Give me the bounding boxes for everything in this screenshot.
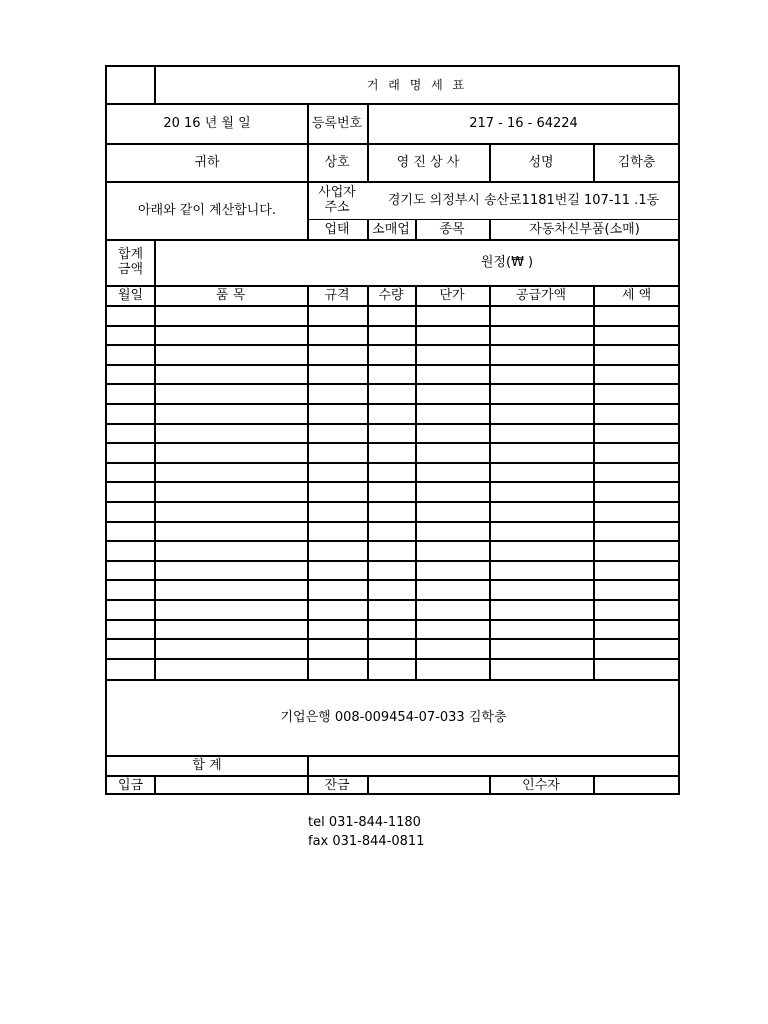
registration-number: 217 - 16 - 64224 (469, 115, 578, 131)
column-header-supply-amount: 공급가액 (515, 287, 567, 303)
column-header-item: 품 목 (215, 287, 246, 303)
receiver-value-cell (593, 775, 680, 795)
balance-value-cell (367, 775, 489, 795)
deposit-label: 입금 (117, 777, 144, 793)
balance-label: 잔금 (324, 777, 350, 793)
business-type-label: 업태 (324, 221, 350, 237)
table-row (107, 462, 680, 481)
column-header-quantity: 수량 (378, 287, 404, 303)
address-value: 경기도 의정부시 송산로1181번길 107-11 .1동 (387, 192, 660, 208)
table-row (107, 599, 680, 618)
column-header-spec: 규격 (324, 287, 350, 303)
table-row (107, 305, 680, 324)
receiver-label: 인수자 (522, 777, 560, 793)
contact-info (308, 813, 424, 851)
table-row (107, 423, 680, 442)
total-amount-label-line1: 합계 (117, 247, 144, 262)
address-label (307, 181, 367, 219)
recipient-suffix: 귀하 (194, 154, 220, 170)
column-header-date: 월일 (117, 287, 144, 303)
document-title: 거 래 명 세 표 (366, 77, 468, 92)
owner-name: 김학충 (617, 154, 656, 170)
table-row (107, 560, 680, 579)
column-header-unit-price: 단가 (439, 287, 465, 303)
sum-label: 합 계 (192, 757, 222, 773)
table-row (107, 481, 680, 500)
business-type-value: 소매업 (372, 221, 410, 237)
date-field: 20 16 년 월 일 (163, 115, 251, 131)
table-row (107, 344, 680, 363)
table-row (107, 442, 680, 461)
table-row (107, 364, 680, 383)
registration-number-label: 등록번호 (311, 115, 363, 131)
company-name-label: 상호 (324, 154, 350, 170)
bank-account-info: 기업은행 008-009454-07-033 김학충 (280, 709, 507, 725)
fax-number: fax 031-844-0811 (308, 834, 425, 849)
deposit-value-cell (154, 775, 307, 795)
address-label-line2: 주소 (324, 200, 350, 215)
total-amount-label-line2: 금액 (117, 262, 144, 277)
statement-text: 아래와 같이 계산합니다. (138, 202, 276, 218)
transaction-statement-form (105, 65, 680, 795)
table-row (107, 501, 680, 520)
table-row (107, 325, 680, 344)
telephone-number: tel 031-844-1180 (308, 815, 421, 830)
table-row (107, 383, 680, 402)
company-name: 영 진 상 사 (396, 154, 460, 170)
table-row (107, 521, 680, 540)
table-row (107, 540, 680, 559)
business-item-value: 자동차신부품(소매) (529, 221, 640, 237)
table-row (107, 638, 680, 657)
owner-name-label: 성명 (528, 154, 554, 170)
table-row (107, 619, 680, 638)
table-row (107, 658, 680, 677)
business-item-label: 종목 (439, 221, 465, 237)
total-amount-label (107, 239, 154, 285)
table-row (107, 579, 680, 598)
sum-value-cell (307, 755, 680, 775)
total-amount-text: 원정(₩ ) (480, 254, 534, 270)
column-header-tax: 세 액 (621, 287, 652, 303)
table-row (107, 403, 680, 422)
address-label-line1: 사업자 (318, 185, 356, 200)
